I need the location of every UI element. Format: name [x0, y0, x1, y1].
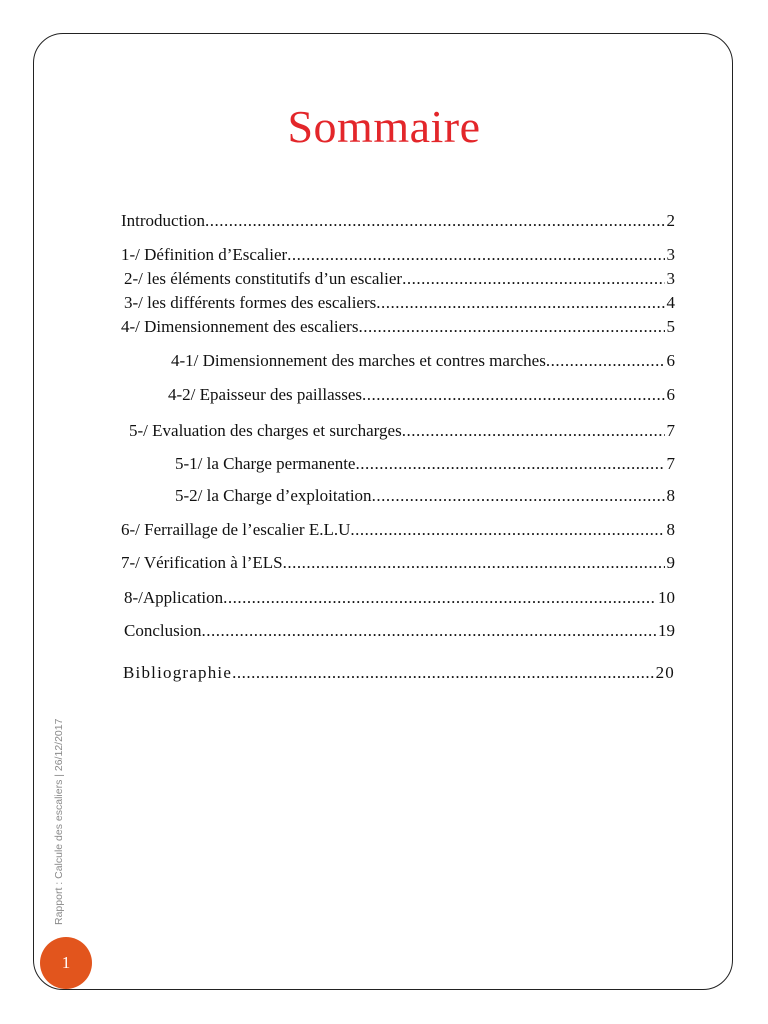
toc-entry-page: 20	[655, 663, 675, 682]
toc-entry-label: 2-/ les éléments constitutifs d’un escalier	[124, 269, 403, 288]
toc-entry[interactable]	[121, 317, 675, 337]
toc-leader-dots	[376, 293, 664, 313]
toc-entry-page: 6	[666, 351, 675, 370]
toc-leader-dots	[355, 454, 664, 474]
toc-entry-label: 1-/ Définition d’Escalier	[121, 245, 288, 264]
toc-entry-page: 3	[666, 245, 675, 264]
toc-entry-label: 5-/ Evaluation des charges et surcharges	[129, 421, 402, 440]
toc-entry-page: 19	[658, 621, 675, 640]
toc-entry[interactable]	[121, 553, 675, 573]
toc-entry-page: 7	[666, 454, 675, 473]
sidebar-footer-text: Rapport : Calcule des escaliers | 26/12/2017	[53, 718, 65, 925]
toc-leader-dots	[546, 351, 665, 371]
toc-entry[interactable]	[121, 520, 675, 540]
toc-entry[interactable]	[168, 385, 675, 405]
toc-entry-label: 3-/ les différents formes des escaliers	[124, 293, 377, 312]
toc-entry-label: 4-/ Dimensionnement des escaliers	[121, 317, 359, 336]
toc-entry[interactable]	[121, 211, 675, 231]
page-title: Sommaire	[287, 101, 481, 152]
toc-leader-dots	[232, 663, 654, 683]
toc-entry-page: 4	[666, 293, 675, 312]
toc-entry-page: 3	[666, 269, 675, 288]
toc-entry-page: 8	[666, 486, 675, 505]
toc-entry-label: 7-/ Vérification à l’ELS	[121, 553, 283, 572]
page-number-badge: 1	[40, 937, 92, 989]
toc-entry-label: 4-2/ Epaisseur des paillasses	[168, 385, 363, 404]
toc-entry[interactable]	[124, 269, 675, 289]
toc-leader-dots	[372, 486, 665, 506]
toc-entry-label: 4-1/ Dimensionnement des marches et contres marches	[171, 351, 546, 370]
toc-entry-label: 5-2/ la Charge d’exploitation	[175, 486, 372, 505]
toc-entry-page: 7	[666, 421, 675, 440]
toc-leader-dots	[362, 385, 664, 405]
toc-leader-dots	[350, 520, 664, 540]
toc-entry[interactable]	[129, 421, 675, 441]
toc-leader-dots	[201, 621, 656, 641]
toc-leader-dots	[402, 269, 664, 289]
toc-entry-label: Introduction	[121, 211, 206, 230]
toc-leader-dots	[402, 421, 665, 441]
toc-entry[interactable]	[175, 454, 675, 474]
toc-entry[interactable]	[124, 293, 675, 313]
toc-entry-label: Bibliographie	[123, 663, 233, 682]
toc-entry[interactable]	[175, 486, 675, 506]
toc-entry-label: 6-/ Ferraillage de l’escalier E.L.U	[121, 520, 351, 539]
toc-entry-page: 10	[658, 588, 675, 607]
toc-entry-label: 5-1/ la Charge permanente	[175, 454, 356, 473]
toc-entry-label: 8-/Application	[124, 588, 224, 607]
toc-entry[interactable]	[124, 588, 675, 608]
toc-entry-label: Conclusion	[124, 621, 202, 640]
toc-leader-dots	[223, 588, 656, 608]
toc-entry-page: 2	[666, 211, 675, 230]
toc-entry-page: 5	[666, 317, 675, 336]
toc-entry[interactable]	[121, 245, 675, 265]
toc-entry[interactable]	[171, 351, 675, 371]
toc-entry-page: 6	[666, 385, 675, 404]
toc-leader-dots	[283, 553, 665, 573]
toc-entry-page: 9	[666, 553, 675, 572]
toc-entry-page: 8	[666, 520, 675, 539]
toc-leader-dots	[205, 211, 664, 231]
toc-leader-dots	[287, 245, 664, 265]
toc-entry[interactable]	[123, 663, 675, 683]
toc-leader-dots	[358, 317, 664, 337]
toc-entry[interactable]	[124, 621, 675, 641]
